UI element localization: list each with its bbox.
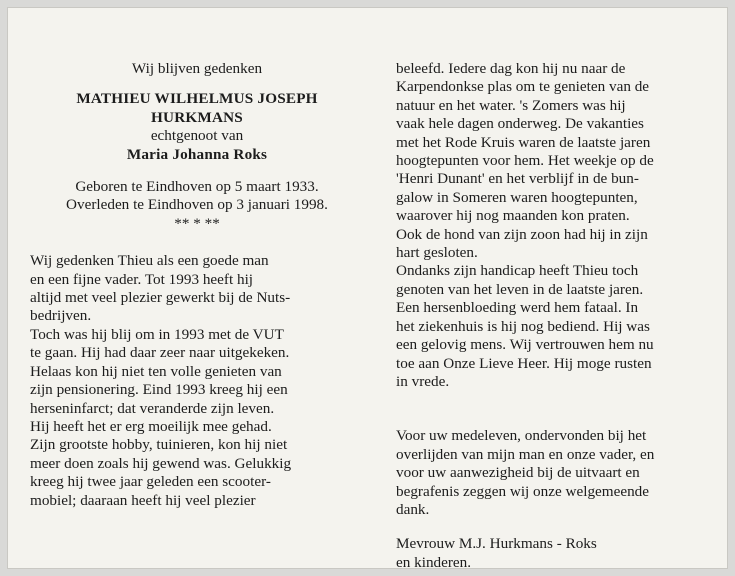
text-line: beleefd. Iedere dag kon hij nu naar de [396, 60, 626, 77]
text-line: toe aan Onze Lieve Heer. Hij moge rusten [396, 354, 652, 372]
text-line: Een hersenbloeding werd hem fataal. In [396, 299, 639, 317]
text-line: met het Rode Kruis waren de laatste jaren [396, 133, 651, 151]
text-line: kreeg hij twee jaar geleden een scooter- [30, 473, 271, 491]
text-line: natuur en het water. 's Zomers was hij [396, 96, 626, 114]
text-line: voor uw aanwezigheid bij de uitvaart en [396, 464, 640, 482]
death-line: Overleden te Eindhoven op 3 januari 1998. [66, 196, 328, 214]
right-paragraph-1 [396, 60, 718, 262]
right-column [396, 60, 718, 572]
text-line: Voor uw medeleven, ondervonden bij het [396, 427, 647, 445]
signature [396, 535, 718, 572]
text-line: meer doen zoals hij gewend was. Gelukkig [30, 454, 292, 472]
spouse-name: Maria Johanna Roks [126, 145, 268, 163]
text-line: een gelovig mens. Wij vertrouwen hem nu [396, 336, 654, 354]
left-column [30, 60, 364, 510]
text-line: bedrijven. [30, 307, 92, 325]
deceased-name [30, 90, 364, 127]
text-line: Helaas kon hij niet ten volle genieten van [30, 362, 282, 380]
separator-stars: ** * ** [174, 214, 220, 232]
text-line: Karpendonkse plas om te genieten van de [396, 78, 650, 96]
text-line: galow in Someren waren hoogtepunten, [396, 188, 638, 206]
thanks-paragraph [396, 427, 718, 519]
text-line: mobiel; daaraan heeft hij veel plezier [30, 491, 256, 509]
text-line: Hij heeft het er erg moeilijk mee gehad. [30, 417, 272, 435]
memorial-card [8, 8, 727, 571]
text-line: zijn pensionering. Eind 1993 kreeg hij een [30, 381, 288, 399]
text-line: te gaan. Hij had daar zeer naar uitgekeken. [30, 344, 290, 362]
left-paragraph-2 [30, 326, 364, 510]
signature-line: Mevrouw M.J. Hurkmans - Roks [396, 535, 597, 553]
relation-line: echtgenoot van [150, 127, 244, 145]
deceased-name-line-2: HURKMANS [151, 108, 243, 126]
text-line: begrafenis zeggen wij onze welgemeende [396, 482, 650, 500]
text-line: Zijn grootste hobby, tuinieren, kon hij niet [30, 436, 288, 454]
text-line: herseninfarct; dat veranderde zijn leven. [30, 399, 275, 417]
text-line: Ondanks zijn handicap heeft Thieu toch [396, 262, 639, 280]
text-line: Wij gedenken Thieu als een goede man [30, 252, 269, 270]
intro-line: Wij blijven gedenken [131, 60, 263, 77]
text-line: hoogtepunten voor hem. Het weekje op de [396, 152, 654, 170]
text-line: 'Henri Dunant' en het verblijf in de bun- [396, 170, 639, 188]
birth-line: Geboren te Eindhoven op 5 maart 1933. [75, 178, 319, 196]
text-line: dank. [396, 500, 430, 518]
deceased-name-line-1: MATHIEU WILHELMUS JOSEPH [76, 90, 318, 108]
text-line: Toch was hij blij om in 1993 met de VUT [30, 325, 284, 343]
text-line: het ziekenhuis is hij nog bediend. Hij was [396, 317, 650, 335]
text-line: vaak hele dagen onderweg. De vakanties [396, 115, 644, 133]
left-paragraph-1 [30, 252, 364, 326]
text-line: altijd met veel plezier gewerkt bij de Nuts- [30, 289, 291, 307]
text-line: waarover hij nog maanden kon praten. [396, 207, 630, 225]
text-line: in vrede. [396, 372, 450, 390]
text-line: overlijden van mijn man en onze vader, en [396, 445, 655, 463]
right-paragraph-2 [396, 262, 718, 391]
life-dates [30, 178, 364, 215]
text-line: en een fijne vader. Tot 1993 heeft hij [30, 270, 254, 288]
text-line: Ook de hond van zijn zoon had hij in zijn [396, 225, 648, 243]
text-line: hart gesloten. [396, 244, 478, 262]
signature-line: en kinderen. [396, 553, 472, 571]
text-line: genoten van het leven in de laatste jaren. [396, 280, 644, 298]
